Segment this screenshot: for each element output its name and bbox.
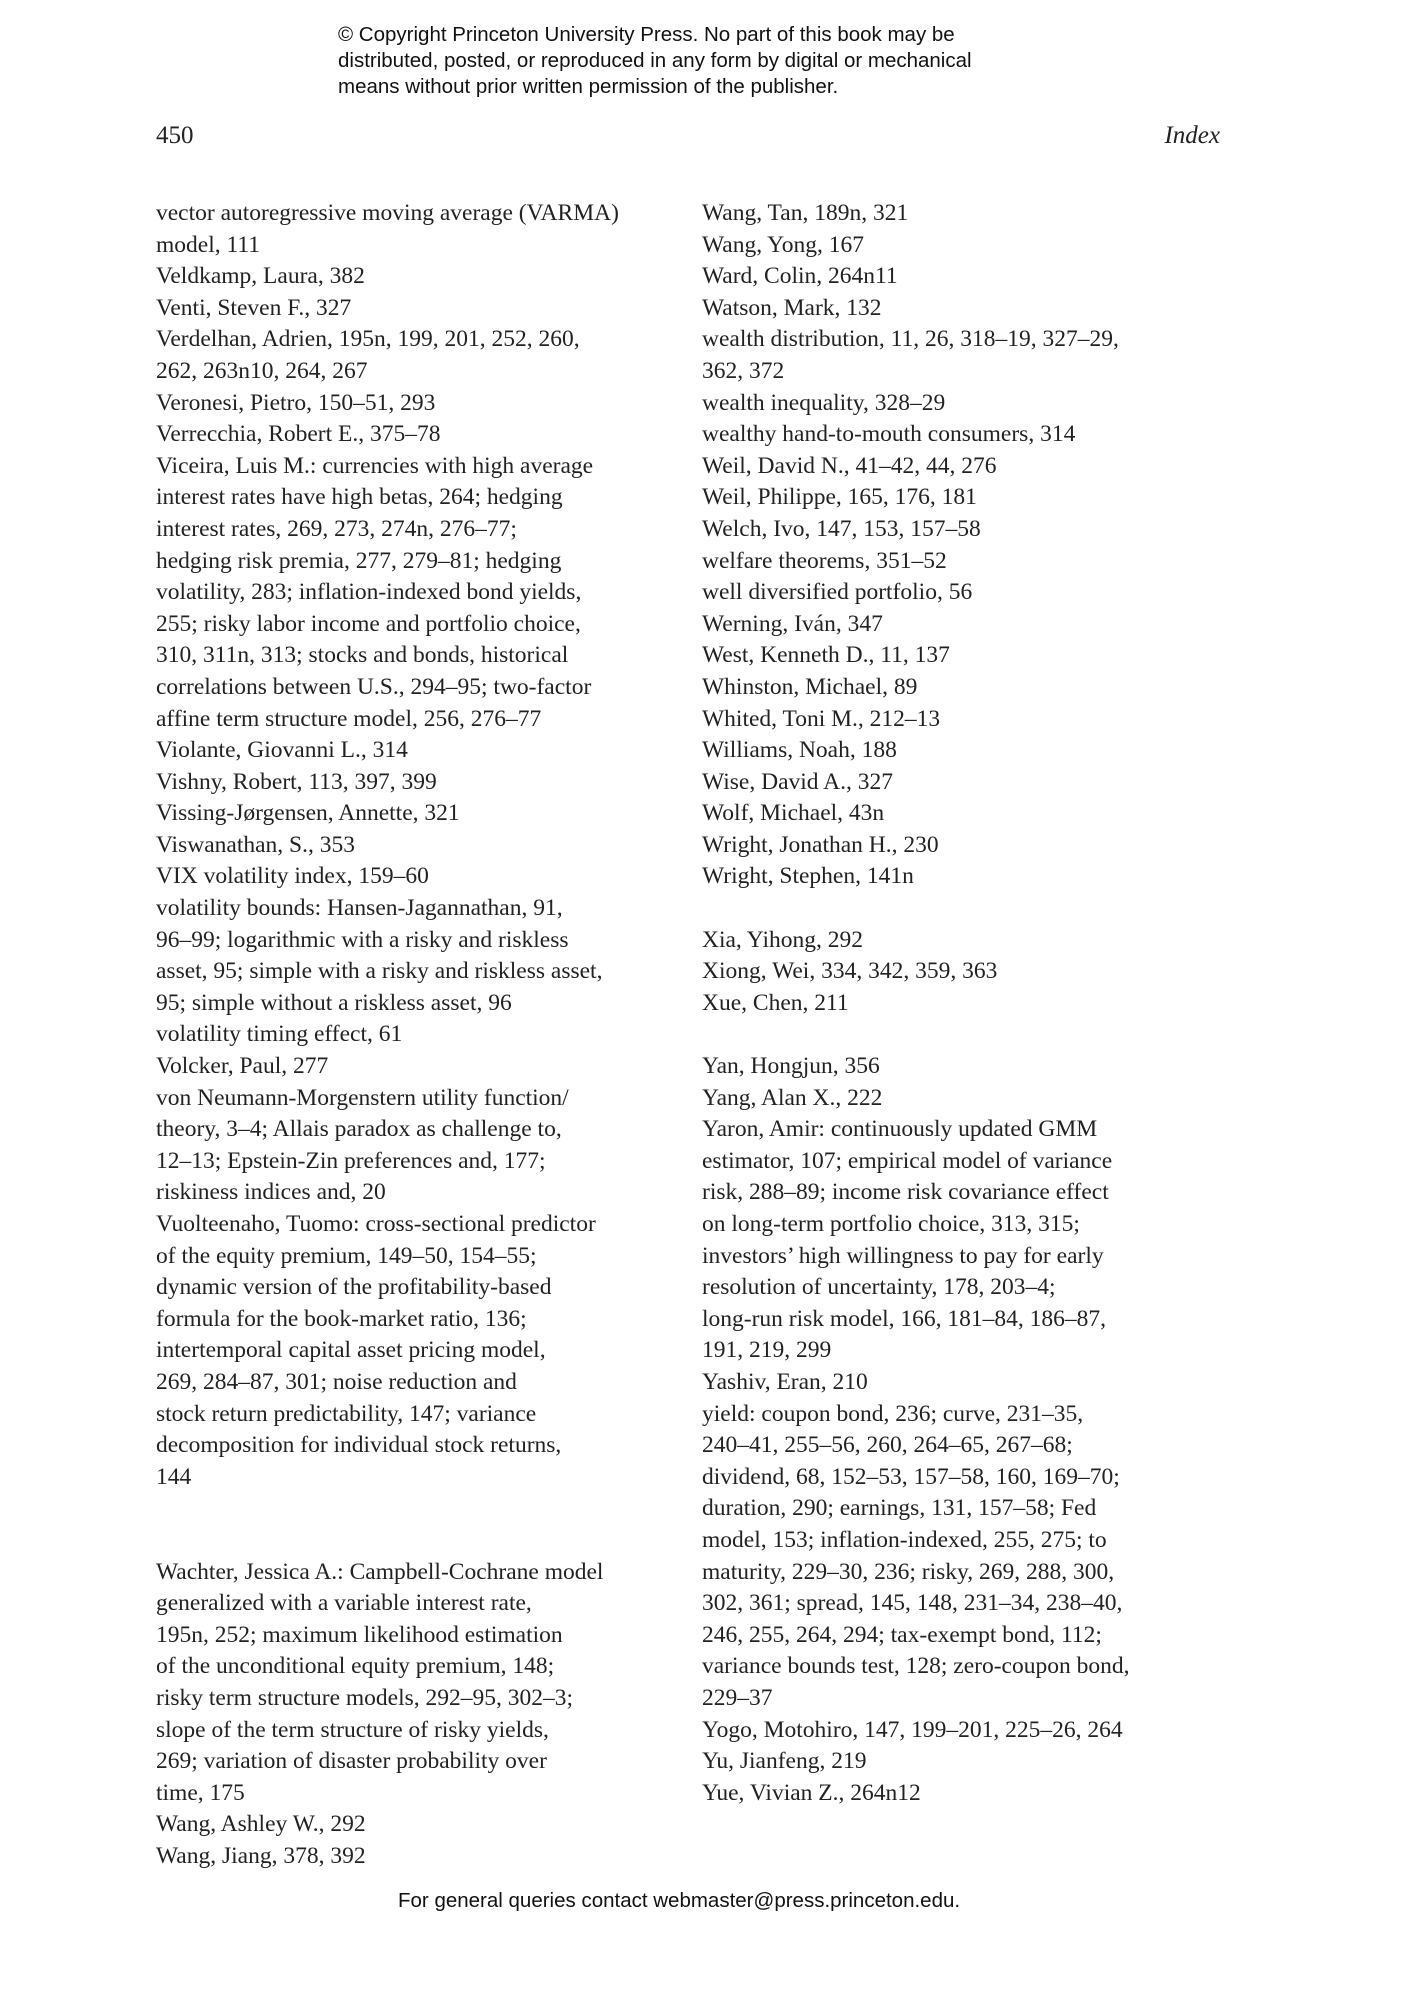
index-entry <box>702 419 1222 451</box>
index-entry <box>156 324 684 387</box>
index-entry-line: interest rates have high betas, 264; hedging <box>156 484 563 511</box>
index-entry-line: Watson, Mark, 132 <box>702 294 882 321</box>
index-entry-line: 302, 361; spread, 145, 148, 231–34, 238–40, <box>702 1590 1123 1617</box>
footer-contact: For general queries contact webmaster@press.princeton.edu. <box>398 1889 961 1912</box>
index-entry-line: Wright, Jonathan H., 230 <box>702 831 939 858</box>
index-entry-line: Vuolteenaho, Tuomo: cross-sectional predictor <box>156 1211 596 1237</box>
index-entry <box>702 261 1222 293</box>
index-entry <box>702 956 1222 988</box>
index-entry-line: 191, 219, 299 <box>702 1337 832 1364</box>
index-entry-line: dynamic version of the profitability-based <box>156 1274 552 1301</box>
index-entry-line: von Neumann-Morgenstern utility function/ <box>156 1084 569 1111</box>
index-entry <box>702 1051 1222 1083</box>
index-entry-line: Yue, Vivian Z., 264n12 <box>702 1779 921 1806</box>
index-entry-line: formula for the book-market ratio, 136; <box>156 1305 527 1332</box>
index-entry <box>156 1019 684 1051</box>
index-entry-line: estimator, 107; empirical model of variance <box>702 1147 1113 1174</box>
index-entry-line: Xue, Chen, 211 <box>702 989 849 1016</box>
section-title: Index <box>1164 122 1220 149</box>
index-entry-line: Yaron, Amir: continuously updated GMM <box>702 1116 1098 1143</box>
index-entry-line: 269, 284–87, 301; noise reduction and <box>156 1368 517 1395</box>
letter-group-spacer <box>156 1525 684 1557</box>
index-entry-line: Xia, Yihong, 292 <box>702 926 864 953</box>
index-entry-line: wealth inequality, 328–29 <box>702 389 946 416</box>
index-entry <box>156 1557 684 1810</box>
index-entry <box>702 1746 1222 1778</box>
index-entry-line: 269; variation of disaster probability over <box>156 1748 547 1775</box>
index-entry-line: 362, 372 <box>702 357 785 384</box>
index-entry-line: theory, 3–4; Allais paradox as challenge to, <box>156 1116 562 1143</box>
index-entry-line: Wright, Stephen, 141n <box>702 863 914 890</box>
index-entry-line: of the unconditional equity premium, 148; <box>156 1653 555 1680</box>
index-entry-line: Wise, David A., 327 <box>702 768 893 795</box>
index-entry-line: welfare theorems, 351–52 <box>702 547 947 574</box>
index-entry-line: Yu, Jianfeng, 219 <box>702 1748 867 1775</box>
index-entry-line: Ward, Colin, 264n11 <box>702 263 898 290</box>
index-entry-line: Yogo, Motohiro, 147, 199–201, 225–26, 264 <box>702 1716 1123 1743</box>
index-entry-line: hedging risk premia, 277, 279–81; hedging <box>156 547 562 574</box>
letter-group-spacer <box>702 893 1222 925</box>
index-entry <box>156 1841 684 1873</box>
index-entry <box>702 324 1222 387</box>
index-entry-line: Veldkamp, Laura, 382 <box>156 263 365 290</box>
index-column-left <box>156 198 684 1872</box>
index-entry <box>702 609 1222 641</box>
index-entry <box>702 830 1222 862</box>
index-entry <box>156 767 684 799</box>
index-entry <box>702 1114 1222 1367</box>
index-entry-line: Xiong, Wei, 334, 342, 359, 363 <box>702 958 998 985</box>
index-entry <box>702 388 1222 420</box>
index-entry <box>702 546 1222 578</box>
index-entry <box>702 1399 1222 1715</box>
index-entry <box>702 798 1222 830</box>
index-entry <box>156 198 684 261</box>
index-entry-line: Yan, Hongjun, 356 <box>702 1053 880 1080</box>
index-entry-line: slope of the term structure of risky yields, <box>156 1716 549 1743</box>
index-entry-line: Vissing-Jørgensen, Annette, 321 <box>156 800 460 827</box>
copyright-line: © Copyright Princeton University Press. No part of this book may be <box>338 23 955 46</box>
index-entry-line: Yashiv, Eran, 210 <box>702 1368 868 1395</box>
index-entry <box>702 1715 1222 1747</box>
index-entry-line: 96–99; logarithmic with a risky and riskless <box>156 926 569 953</box>
index-entry-line: Whited, Toni M., 212–13 <box>702 705 941 732</box>
index-entry-line: 310, 311n, 313; stocks and bonds, historical <box>156 642 569 669</box>
index-entry <box>156 893 684 1019</box>
index-entry-line: 144 <box>156 1463 192 1490</box>
index-entry-line: variance bounds test, 128; zero-coupon bond, <box>702 1653 1130 1680</box>
index-entry-line: wealthy hand-to-mouth consumers, 314 <box>702 421 1076 448</box>
index-entry-line: risky term structure models, 292–95, 302–3; <box>156 1684 574 1711</box>
letter-group-spacer <box>156 1493 684 1525</box>
index-entry-line: Wang, Ashley W., 292 <box>156 1811 366 1838</box>
index-entry <box>702 198 1222 230</box>
index-entry-line: of the equity premium, 149–50, 154–55; <box>156 1242 537 1269</box>
index-entry-line: Welch, Ivo, 147, 153, 157–58 <box>702 515 981 542</box>
index-entry <box>702 672 1222 704</box>
index-entry <box>156 261 684 293</box>
index-entry-line: Williams, Noah, 188 <box>702 737 897 764</box>
index-entry-line: Weil, Philippe, 165, 176, 181 <box>702 484 977 511</box>
index-entry-line: model, 153; inflation-indexed, 255, 275; to <box>702 1526 1107 1553</box>
index-entry-line: Volcker, Paul, 277 <box>156 1053 329 1080</box>
index-entry-line: 95; simple without a riskless asset, 96 <box>156 989 512 1016</box>
index-entry-line: on long-term portfolio choice, 313, 315; <box>702 1211 1080 1237</box>
index-entry-line: West, Kenneth D., 11, 137 <box>702 642 950 669</box>
index-entry <box>156 451 684 735</box>
index-entry <box>702 1367 1222 1399</box>
copyright-line: means without prior written permission of the publisher. <box>338 75 839 98</box>
index-entry <box>702 735 1222 767</box>
index-entry-line: maturity, 229–30, 236; risky, 269, 288, 300, <box>702 1558 1115 1585</box>
index-entry <box>156 419 684 451</box>
index-entry <box>702 925 1222 957</box>
index-entry <box>156 1083 684 1209</box>
index-entry-line: stock return predictability, 147; variance <box>156 1400 537 1427</box>
index-column-right <box>702 198 1222 1809</box>
index-entry-line: riskiness indices and, 20 <box>156 1179 386 1206</box>
index-entry-line: 246, 255, 264, 294; tax-exempt bond, 112; <box>702 1621 1102 1648</box>
index-entry-line: long-run risk model, 166, 181–84, 186–87, <box>702 1305 1107 1332</box>
index-entry <box>702 293 1222 325</box>
index-entry-line: VIX volatility index, 159–60 <box>156 863 429 890</box>
index-entry-line: 240–41, 255–56, 260, 264–65, 267–68; <box>702 1432 1073 1459</box>
index-entry-line: well diversified portfolio, 56 <box>702 579 973 606</box>
index-entry <box>702 451 1222 483</box>
index-entry <box>702 988 1222 1020</box>
index-entry-line: Venti, Steven F., 327 <box>156 294 352 321</box>
index-entry <box>702 767 1222 799</box>
index-entry-line: Wang, Tan, 189n, 321 <box>702 200 909 226</box>
index-entry <box>156 830 684 862</box>
index-entry-line: Yang, Alan X., 222 <box>702 1084 883 1111</box>
index-entry-line: time, 175 <box>156 1779 245 1806</box>
index-entry-line: 262, 263n10, 264, 267 <box>156 357 368 384</box>
copyright-notice <box>338 22 1098 100</box>
index-entry-line: 195n, 252; maximum likelihood estimation <box>156 1621 563 1648</box>
index-entry <box>702 1778 1222 1810</box>
index-entry-line: Wang, Jiang, 378, 392 <box>156 1842 366 1869</box>
index-entry-line: volatility, 283; inflation-indexed bond yields, <box>156 579 582 606</box>
index-entry <box>156 1809 684 1841</box>
index-entry-line: decomposition for individual stock returns, <box>156 1432 562 1459</box>
index-entry-line: intertemporal capital asset pricing model, <box>156 1337 546 1364</box>
index-entry <box>156 798 684 830</box>
index-entry <box>156 1209 684 1493</box>
page-number: 450 <box>156 122 194 149</box>
index-entry-line: Verrecchia, Robert E., 375–78 <box>156 421 441 448</box>
index-entry-line: Wang, Yong, 167 <box>702 231 864 258</box>
copyright-line: distributed, posted, or reproduced in any form by digital or mechanical <box>338 49 972 72</box>
index-entry-line: Vishny, Robert, 113, 397, 399 <box>156 768 437 795</box>
index-entry-line: volatility bounds: Hansen-Jagannathan, 91, <box>156 895 563 922</box>
index-entry <box>156 388 684 420</box>
index-entry-line: interest rates, 269, 273, 274n, 276–77; <box>156 515 517 542</box>
index-entry <box>702 577 1222 609</box>
index-entry-line: wealth distribution, 11, 26, 318–19, 327–29, <box>702 326 1119 353</box>
index-entry-line: affine term structure model, 256, 276–77 <box>156 705 542 732</box>
index-entry <box>156 293 684 325</box>
index-entry <box>156 735 684 767</box>
index-entry <box>702 482 1222 514</box>
index-entry-line: Violante, Giovanni L., 314 <box>156 737 408 764</box>
index-entry-line: correlations between U.S., 294–95; two-factor <box>156 673 592 700</box>
index-entry <box>702 861 1222 893</box>
index-entry-line: dividend, 68, 152–53, 157–58, 160, 169–70; <box>702 1463 1120 1490</box>
index-entry-line: Whinston, Michael, 89 <box>702 673 918 700</box>
letter-group-spacer <box>702 1019 1222 1051</box>
index-entry <box>702 1083 1222 1115</box>
index-entry-line: 255; risky labor income and portfolio choice, <box>156 610 581 637</box>
index-entry <box>702 230 1222 262</box>
index-entry-line: Werning, Iván, 347 <box>702 610 883 637</box>
index-entry <box>156 1051 684 1083</box>
running-header <box>156 122 1220 156</box>
index-entry <box>156 861 684 893</box>
index-entry-line: risk, 288–89; income risk covariance effect <box>702 1179 1109 1206</box>
index-entry-line: 229–37 <box>702 1684 773 1711</box>
index-entry <box>702 704 1222 736</box>
index-entry-line: Wachter, Jessica A.: Campbell-Cochrane model <box>156 1558 604 1585</box>
index-entry-line: Veronesi, Pietro, 150–51, 293 <box>156 389 436 416</box>
index-entry-line: volatility timing effect, 61 <box>156 1021 403 1048</box>
index-entry-line: Viswanathan, S., 353 <box>156 831 355 858</box>
index-entry <box>702 640 1222 672</box>
index-entry-line: Viceira, Luis M.: currencies with high average <box>156 452 594 479</box>
index-entry-line: Verdelhan, Adrien, 195n, 199, 201, 252, 260, <box>156 326 580 353</box>
index-entry-line: model, 111 <box>156 231 260 258</box>
index-entry-line: duration, 290; earnings, 131, 157–58; Fed <box>702 1495 1097 1522</box>
index-entry-line: asset, 95; simple with a risky and riskless asset, <box>156 958 603 985</box>
index-entry-line: investors’ high willingness to pay for early <box>702 1242 1104 1269</box>
index-entry-line: yield: coupon bond, 236; curve, 231–35, <box>702 1400 1084 1427</box>
index-entry-line: vector autoregressive moving average (VARMA) <box>156 200 619 226</box>
index-entry <box>702 514 1222 546</box>
index-entry-line: Wolf, Michael, 43n <box>702 800 885 827</box>
index-entry-line: 12–13; Epstein-Zin preferences and, 177; <box>156 1147 546 1174</box>
index-entry-line: resolution of uncertainty, 178, 203–4; <box>702 1274 1056 1301</box>
index-entry-line: generalized with a variable interest rate, <box>156 1590 532 1617</box>
index-entry-line: Weil, David N., 41–42, 44, 276 <box>702 452 997 479</box>
